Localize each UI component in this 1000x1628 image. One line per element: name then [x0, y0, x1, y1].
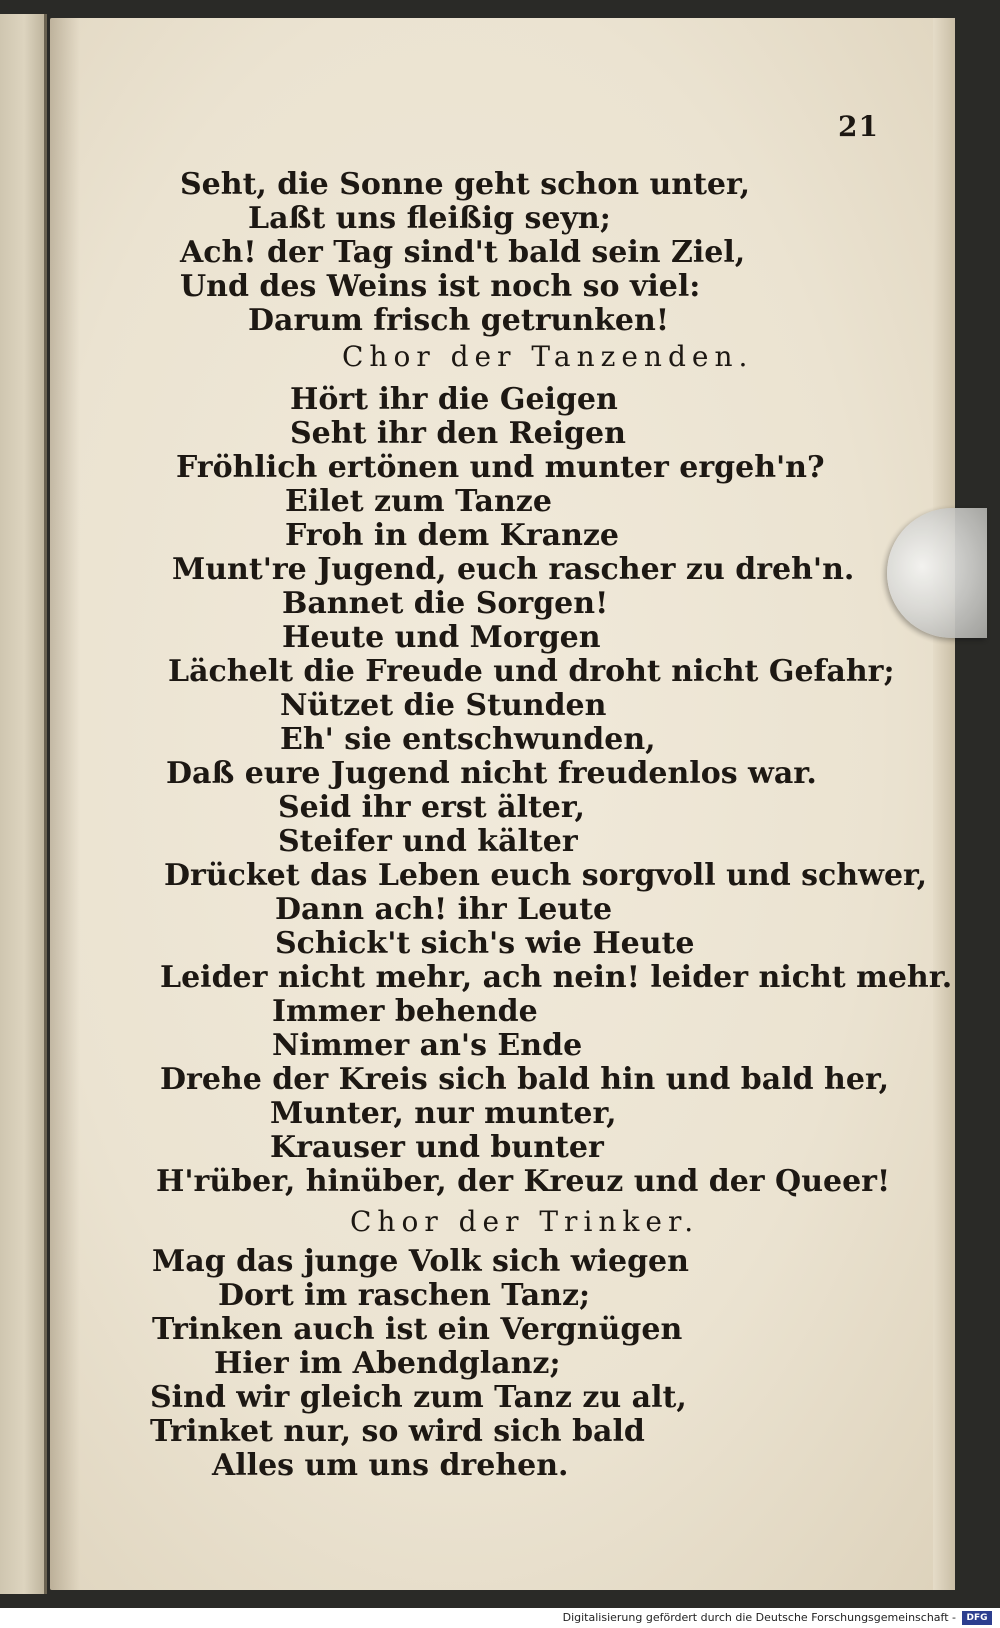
verse-line: Seht, die Sonne geht schon unter,	[180, 167, 751, 202]
chorus-heading-dancers: Chor der Tanzenden.	[342, 340, 754, 373]
verse-line: Und des Weins ist noch so viel:	[180, 269, 701, 304]
verse-line: Alles um uns drehen.	[212, 1448, 569, 1483]
verse-line: Trinken auch ist ein Vergnügen	[152, 1312, 683, 1347]
verse-line: Sind wir gleich zum Tanz zu alt,	[150, 1380, 687, 1415]
verse-line: Dann ach! ihr Leute	[275, 892, 613, 927]
verse-line: Darum frisch getrunken!	[248, 303, 669, 338]
verse-line: Leider nicht mehr, ach nein! leider nicht mehr.	[160, 960, 953, 995]
verse-line: Dort im raschen Tanz;	[218, 1278, 591, 1313]
gutter-shadow	[50, 18, 80, 1590]
verse-line: Drücket das Leben euch sorgvoll und schwer,	[164, 858, 928, 893]
page-edge-right	[933, 18, 955, 1590]
verse-line: Laßt uns fleißig seyn;	[248, 201, 611, 236]
verse-line: Heute und Morgen	[282, 620, 601, 655]
digitization-footer	[0, 1608, 1000, 1628]
verse-line: Eilet zum Tanze	[285, 484, 552, 519]
verse-line: Bannet die Sorgen!	[282, 586, 609, 621]
verse-line: Daß eure Jugend nicht freudenlos war.	[166, 756, 817, 791]
verse-line: Krauser und bunter	[270, 1130, 604, 1165]
verse-line: Fröhlich ertönen und munter ergeh'n?	[176, 450, 825, 485]
previous-page-edge	[0, 14, 47, 1594]
verse-line: Munter, nur munter,	[270, 1096, 617, 1131]
verse-line: Trinket nur, so wird sich bald	[150, 1414, 645, 1449]
page-number: 21	[838, 110, 879, 143]
verse-line: Nützet die Stunden	[280, 688, 607, 723]
verse-line: Seht ihr den Reigen	[290, 416, 626, 451]
chorus-heading-drinkers: Chor der Trinker.	[350, 1205, 700, 1238]
dfg-logo: DFG	[962, 1611, 992, 1625]
verse-line: Lächelt die Freude und droht nicht Gefahr;	[168, 654, 895, 689]
verse-line: Immer behende	[272, 994, 538, 1029]
verse-line: Seid ihr erst älter,	[278, 790, 585, 825]
verse-line: Steifer und kälter	[278, 824, 578, 859]
verse-line: Nimmer an's Ende	[272, 1028, 583, 1063]
verse-line: Froh in dem Kranze	[285, 518, 619, 553]
verse-line: Hört ihr die Geigen	[290, 382, 618, 417]
footer-credit: Digitalisierung gefördert durch die Deutsche Forschungsgemeinschaft -	[562, 1611, 956, 1624]
verse-line: Hier im Abendglanz;	[214, 1346, 561, 1381]
verse-line: Munt're Jugend, euch rascher zu dreh'n.	[172, 552, 855, 587]
verse-line: H'rüber, hinüber, der Kreuz und der Queer!	[156, 1164, 891, 1199]
verse-line: Mag das junge Volk sich wiegen	[152, 1244, 689, 1279]
verse-line: Drehe der Kreis sich bald hin und bald her,	[160, 1062, 890, 1097]
verse-line: Schick't sich's wie Heute	[275, 926, 695, 961]
verse-line: Eh' sie entschwunden,	[280, 722, 656, 757]
verse-line: Ach! der Tag sind't bald sein Ziel,	[180, 235, 746, 270]
